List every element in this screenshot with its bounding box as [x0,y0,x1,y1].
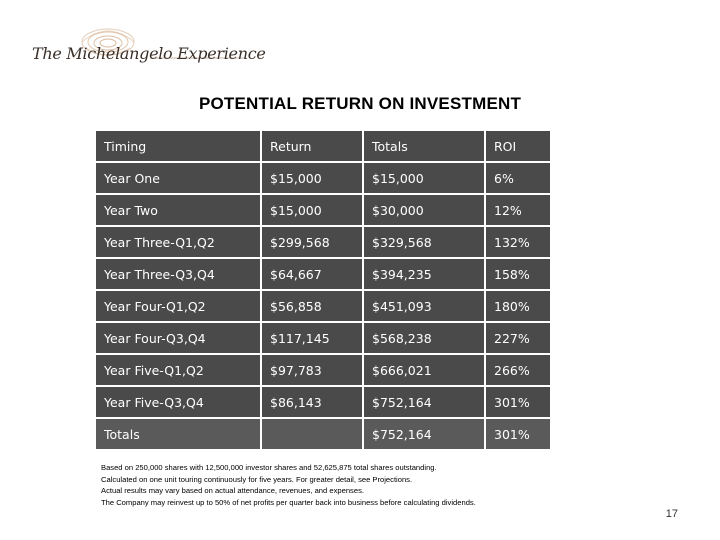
logo [30,22,266,80]
cell-roi: 6% [484,163,550,193]
table-row [96,195,550,225]
cell-roi: 180% [484,291,550,321]
cell-timing: Year Three-Q3,Q4 [96,259,260,289]
cell-roi: 227% [484,323,550,353]
table-row [96,387,550,417]
totals-row [96,419,550,449]
cell-return: $15,000 [260,195,362,225]
table-row [96,163,550,193]
cell-return: $56,858 [260,291,362,321]
cell-return: $86,143 [260,387,362,417]
cell-timing: Year One [96,163,260,193]
cell-return: $97,783 [260,355,362,385]
cell-totals: $394,235 [362,259,484,289]
logo-text: The Michelangelo Experience [32,44,266,63]
cell-return: $299,568 [260,227,362,257]
cell-timing: Year Four-Q3,Q4 [96,323,260,353]
footnote-line: Calculated on one unit touring continuously for five years. For greater detail, see Projections. [101,474,413,484]
cell-totals: $666,021 [362,355,484,385]
cell-roi: 266% [484,355,550,385]
cell-timing: Year Five-Q3,Q4 [96,387,260,417]
header-return: Return [260,131,362,161]
cell-return: $64,667 [260,259,362,289]
cell-totals: $568,238 [362,323,484,353]
cell-totals: $30,000 [362,195,484,225]
cell-roi: 12% [484,195,550,225]
header-roi: ROI [484,131,550,161]
cell-return: $117,145 [260,323,362,353]
footnotes [101,462,476,508]
cell-timing: Year Five-Q1,Q2 [96,355,260,385]
page-number: 17 [665,508,678,520]
footnote-line: The Company may reinvest up to 50% of net profits per quarter back into business before calculating dividends. [101,497,476,507]
cell-timing: Totals [96,419,260,449]
header-totals: Totals [362,131,484,161]
cell-roi: 158% [484,259,550,289]
cell-totals: $752,164 [362,387,484,417]
table-row [96,259,550,289]
cell-roi: 132% [484,227,550,257]
cell-totals: $752,164 [362,419,484,449]
footnote-line: Based on 250,000 shares with 12,500,000 investor shares and 52,625,875 total shares outstanding. [101,463,437,472]
cell-totals: $15,000 [362,163,484,193]
cell-roi: 301% [484,387,550,417]
cell-timing: Year Four-Q1,Q2 [96,291,260,321]
cell-totals: $329,568 [362,227,484,257]
page-title: POTENTIAL RETURN ON INVESTMENT [198,94,522,113]
table-row [96,227,550,257]
cell-return [260,419,362,449]
cell-roi: 301% [484,419,550,449]
table-row [96,291,550,321]
table-row [96,323,550,353]
cell-totals: $451,093 [362,291,484,321]
table-row [96,355,550,385]
header-timing: Timing [96,131,260,161]
cell-timing: Year Three-Q1,Q2 [96,227,260,257]
roi-table [96,129,550,451]
cell-return: $15,000 [260,163,362,193]
cell-timing: Year Two [96,195,260,225]
table-header-row [96,131,550,161]
footnote-line: Actual results may vary based on actual attendance, revenues, and expenses. [101,486,364,495]
